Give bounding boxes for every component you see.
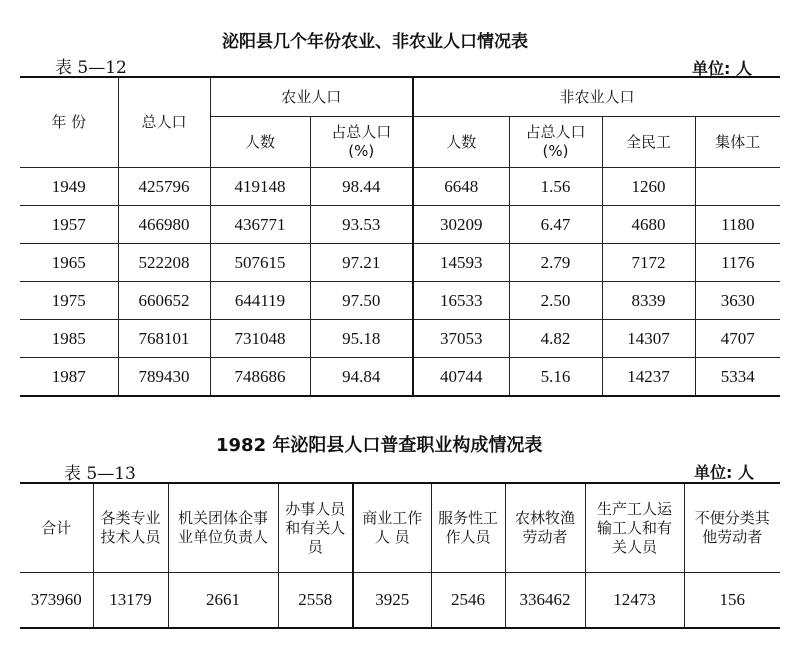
cell-commerce: 3925 [353,573,431,629]
cell-year: 1985 [20,320,118,358]
header-nonagri-count: 人数 [413,117,509,168]
cell-year: 1957 [20,206,118,244]
cell-unclassified: 156 [684,573,780,629]
cell-nonagri-count: 14593 [413,244,509,282]
header-total-population: 总人口 [118,77,210,168]
cell-production-transport: 12473 [585,573,684,629]
cell-nonagri-pct: 2.50 [509,282,602,320]
cell-nonagri-pct: 2.79 [509,244,602,282]
cell-nonagri-count: 16533 [413,282,509,320]
header-clerical: 办事人员 和有关人 员 [278,483,353,573]
cell-total: 768101 [118,320,210,358]
cell-nonagri-pct: 1.56 [509,168,602,206]
table-row [20,282,780,320]
table2-title: 1982 年泌阳县人口普查职业构成情况表 [216,435,543,456]
cell-unit-heads: 2661 [168,573,278,629]
cell-collective: 3630 [695,282,780,320]
cell-collective: 4707 [695,320,780,358]
cell-nonagri-pct: 5.16 [509,358,602,397]
cell-nonagri-pct: 6.47 [509,206,602,244]
cell-clerical: 2558 [278,573,353,629]
table1-unit: 单位: 人 [692,59,752,78]
table1-title: 泌阳县几个年份农业、非农业人口情况表 [222,32,528,52]
cell-agri-pct: 93.53 [310,206,413,244]
header-agri-labor: 农林牧渔 劳动者 [505,483,585,573]
cell-state: 1260 [602,168,695,206]
header-agri-count: 人数 [210,117,310,168]
cell-year: 1975 [20,282,118,320]
cell-nonagri-count: 40744 [413,358,509,397]
header-unclassified: 不便分类其 他劳动者 [684,483,780,573]
header-professional-technical: 各类专业 技术人员 [93,483,168,573]
cell-agri-pct: 94.84 [310,358,413,397]
header-year: 年 份 [20,77,118,168]
cell-service: 2546 [431,573,505,629]
cell-total: 789430 [118,358,210,397]
table-row [20,206,780,244]
table-row [20,244,780,282]
header-total: 合计 [20,483,93,573]
header-production-transport: 生产工人运 输工人和有 关人员 [585,483,684,573]
table1-label: 表 5—12 [55,58,127,78]
cell-state: 14237 [602,358,695,397]
cell-state: 8339 [602,282,695,320]
cell-total: 373960 [20,573,93,629]
cell-total: 425796 [118,168,210,206]
cell-collective: 1176 [695,244,780,282]
table-row [20,320,780,358]
occupation-table [20,482,780,629]
cell-collective: 1180 [695,206,780,244]
header-agri-population: 农业人口 [210,77,413,117]
cell-agri-count: 507615 [210,244,310,282]
cell-nonagri-count: 30209 [413,206,509,244]
table2-label: 表 5—13 [64,464,136,484]
cell-collective: 5334 [695,358,780,397]
cell-nonagri-count: 6648 [413,168,509,206]
header-service: 服务性工 作人员 [431,483,505,573]
cell-year: 1965 [20,244,118,282]
cell-agri-count: 419148 [210,168,310,206]
header-collective-workers: 集体工 [695,117,780,168]
header-agri-percent: 占总人口 (%) [310,117,413,168]
header-nonagri-percent: 占总人口 (%) [509,117,602,168]
cell-agri-labor: 336462 [505,573,585,629]
cell-agri-count: 748686 [210,358,310,397]
header-unit-heads: 机关团体企事 业单位负责人 [168,483,278,573]
cell-total: 660652 [118,282,210,320]
agri-population-table [20,76,780,397]
cell-agri-count: 436771 [210,206,310,244]
cell-state: 4680 [602,206,695,244]
cell-total: 466980 [118,206,210,244]
cell-agri-pct: 95.18 [310,320,413,358]
header-commerce: 商业工作 人 员 [353,483,431,573]
cell-nonagri-pct: 4.82 [509,320,602,358]
cell-agri-count: 731048 [210,320,310,358]
cell-professional-technical: 13179 [93,573,168,629]
cell-agri-pct: 97.50 [310,282,413,320]
cell-year: 1949 [20,168,118,206]
cell-state: 7172 [602,244,695,282]
header-state-workers: 全民工 [602,117,695,168]
cell-agri-count: 644119 [210,282,310,320]
table-row [20,358,780,397]
cell-nonagri-count: 37053 [413,320,509,358]
table2-unit: 单位: 人 [694,463,754,482]
cell-state: 14307 [602,320,695,358]
cell-agri-pct: 97.21 [310,244,413,282]
table-row [20,573,780,629]
cell-collective [695,168,780,206]
table-row [20,168,780,206]
cell-agri-pct: 98.44 [310,168,413,206]
cell-total: 522208 [118,244,210,282]
cell-year: 1987 [20,358,118,397]
header-nonagri-population: 非农业人口 [413,77,780,117]
